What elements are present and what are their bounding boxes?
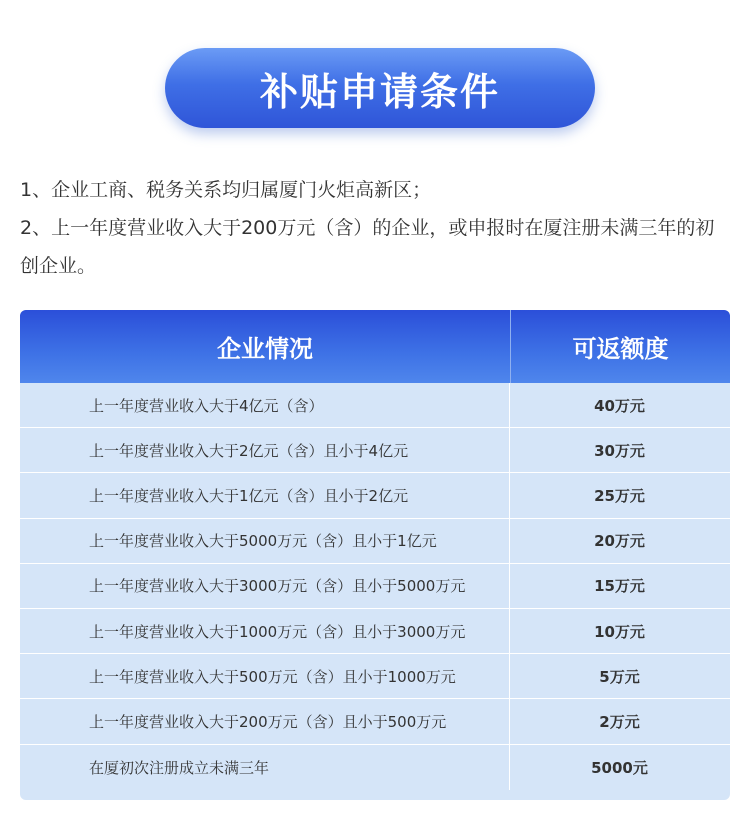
table-row <box>20 383 730 428</box>
header-company-status: 企业情况 <box>20 310 511 383</box>
company-status-cell: 上一年度营业收入大于5000万元（含）且小于1亿元 <box>20 519 510 563</box>
refund-amount-cell: 15万元 <box>594 577 645 596</box>
company-status-cell: 上一年度营业收入大于3000万元（含）且小于5000万元 <box>20 564 510 608</box>
subsidy-table <box>20 310 730 800</box>
table-row <box>20 564 730 609</box>
company-status-cell: 上一年度营业收入大于500万元（含）且小于1000万元 <box>20 654 510 698</box>
refund-amount-cell: 5万元 <box>599 667 640 686</box>
refund-amount-cell: 30万元 <box>594 441 645 460</box>
condition-item: 2、上一年度营业收入大于200万元（含）的企业，或申报时在厦注册未满三年的初创企业。 <box>20 217 715 277</box>
company-status-cell: 上一年度营业收入大于1亿元（含）且小于2亿元 <box>20 473 510 517</box>
page-title: 补贴申请条件 <box>259 69 500 114</box>
refund-amount-cell: 20万元 <box>594 532 645 551</box>
refund-amount-cell: 2万元 <box>599 712 640 731</box>
title-banner <box>165 48 595 128</box>
table-row <box>20 428 730 473</box>
table-row <box>20 519 730 564</box>
table-row <box>20 745 730 790</box>
table-row <box>20 654 730 699</box>
company-status-cell: 在厦初次注册成立未满三年 <box>20 745 510 790</box>
company-status-cell: 上一年度营业收入大于1000万元（含）且小于3000万元 <box>20 609 510 653</box>
refund-amount-cell: 40万元 <box>594 396 645 415</box>
table-row <box>20 609 730 654</box>
conditions-list <box>20 171 732 285</box>
table-header <box>20 310 730 383</box>
condition-item: 1、企业工商、税务关系均归属厦门火炬高新区； <box>20 179 432 201</box>
refund-amount-cell: 10万元 <box>594 622 645 641</box>
company-status-cell: 上一年度营业收入大于4亿元（含） <box>20 383 510 427</box>
header-refund-amount: 可返额度 <box>572 335 669 363</box>
refund-amount-cell: 5000元 <box>591 758 648 777</box>
table-row <box>20 473 730 518</box>
company-status-cell: 上一年度营业收入大于200万元（含）且小于500万元 <box>20 699 510 743</box>
company-status-cell: 上一年度营业收入大于2亿元（含）且小于4亿元 <box>20 428 510 472</box>
refund-amount-cell: 25万元 <box>594 486 645 505</box>
table-row <box>20 699 730 744</box>
table-body <box>20 383 730 790</box>
